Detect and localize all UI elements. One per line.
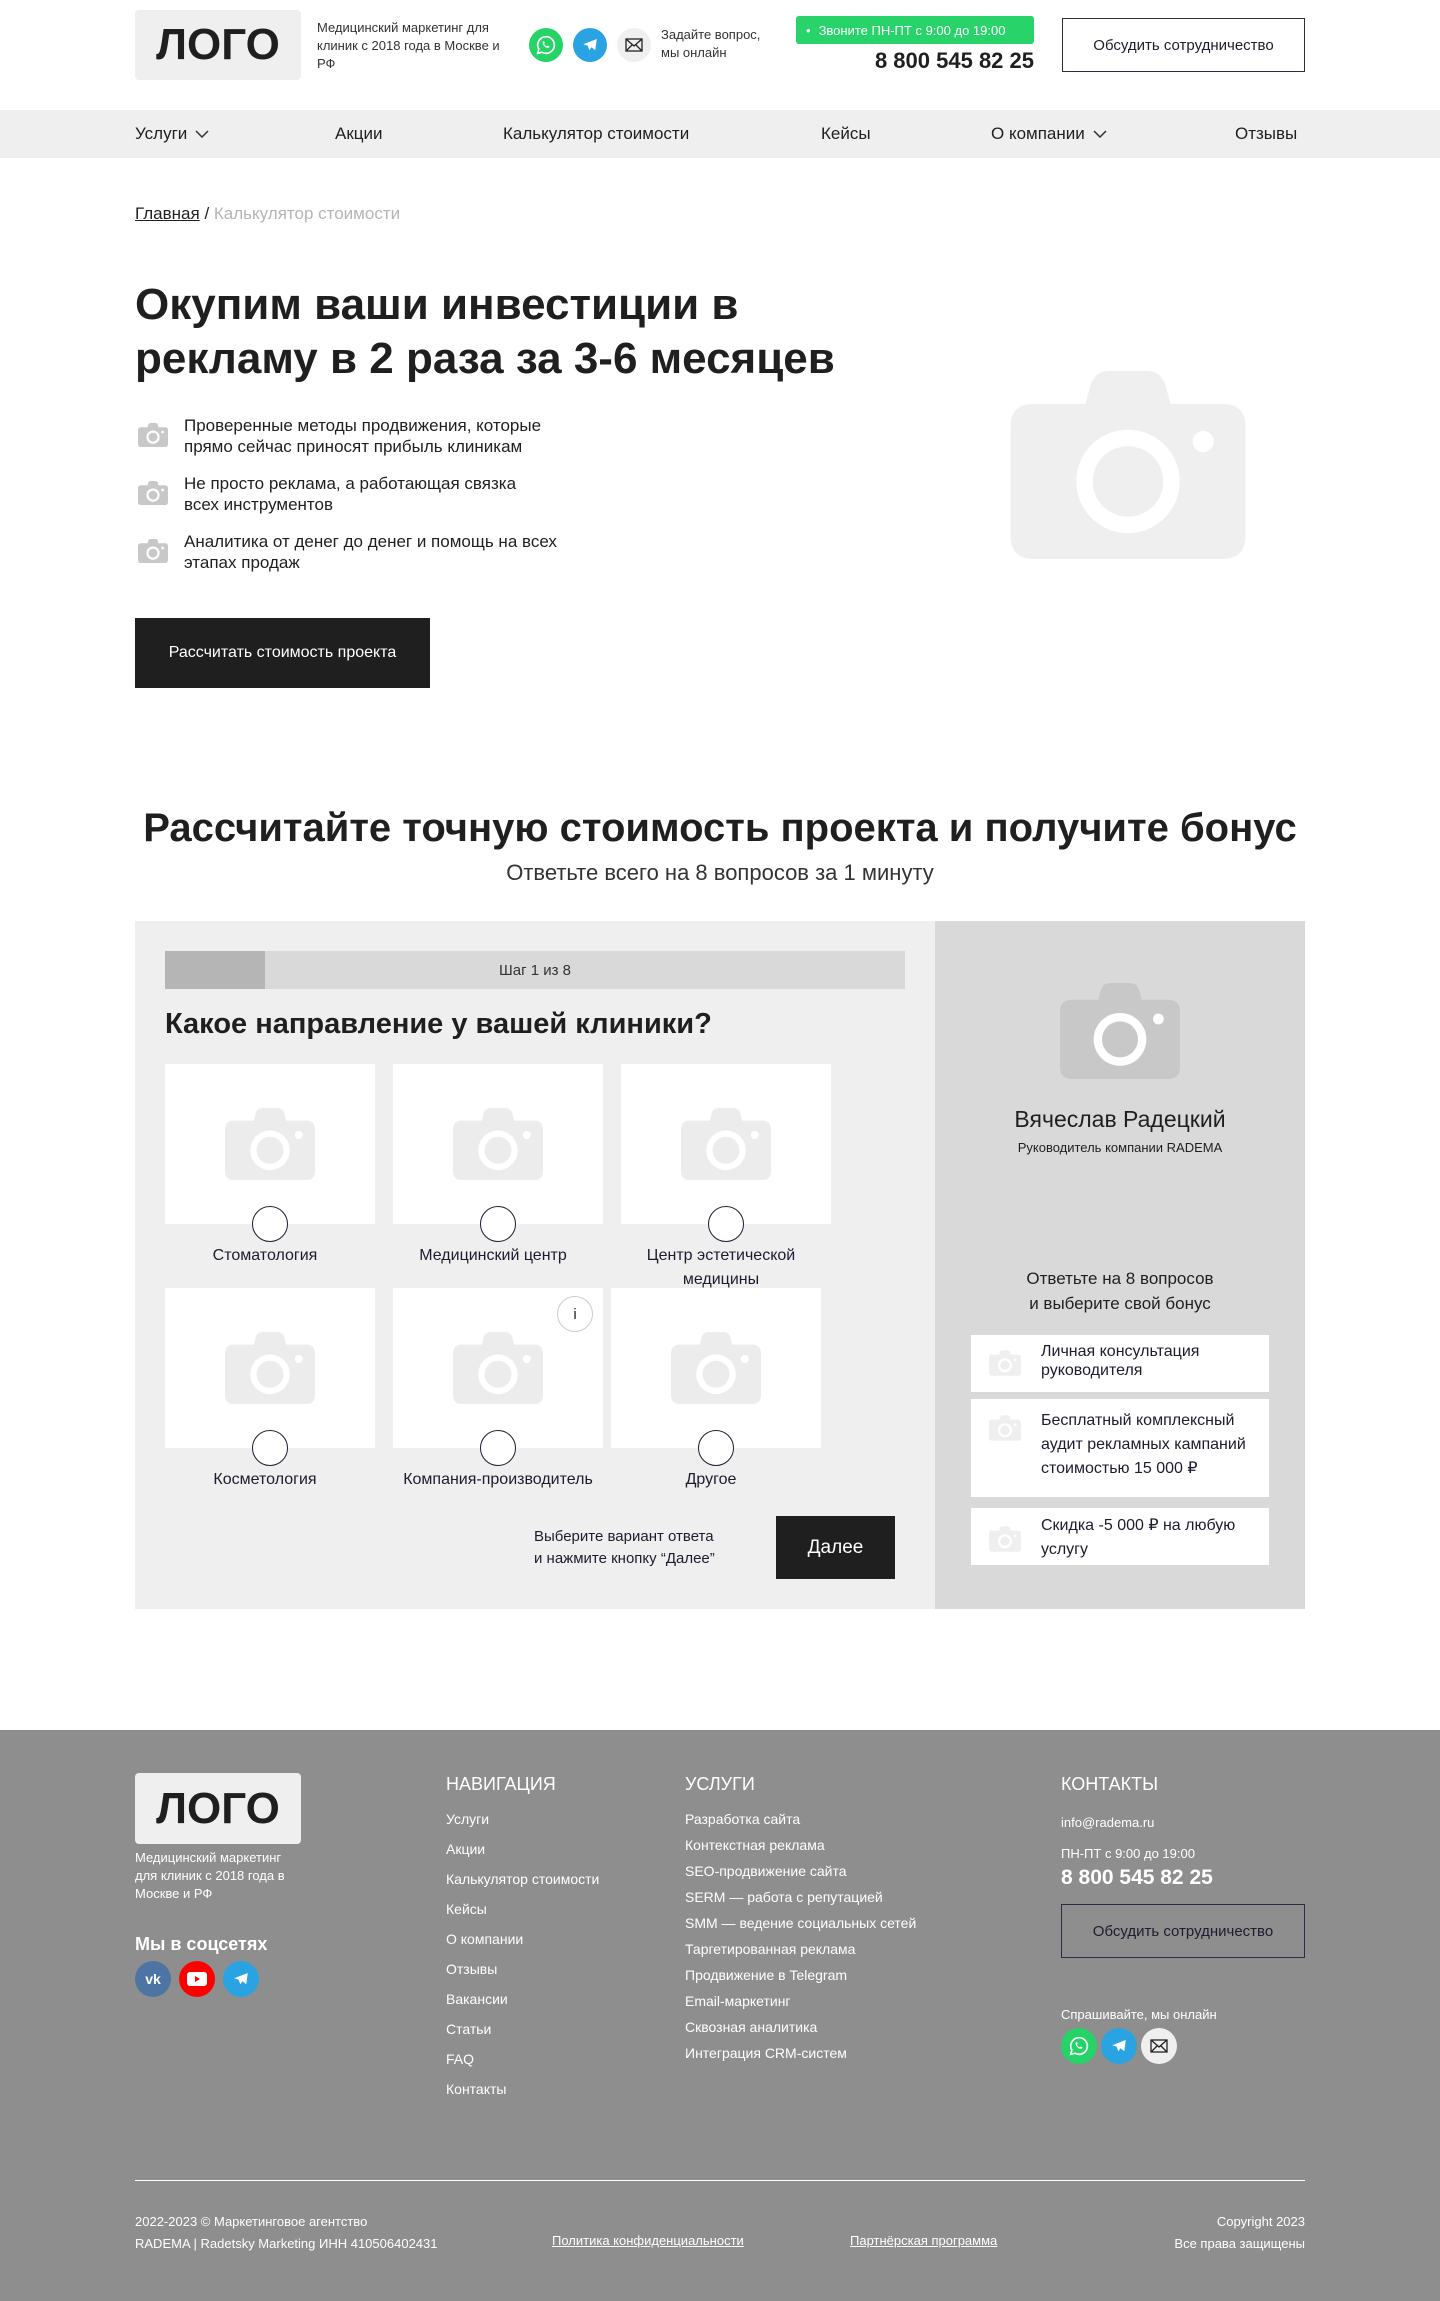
footer-nav-link[interactable]: FAQ bbox=[446, 2051, 475, 2067]
footer-service-link[interactable]: SMM — ведение социальных сетей bbox=[685, 1915, 917, 1931]
mail-icon bbox=[1150, 2039, 1168, 2053]
bonus-text: Личная консультация bbox=[1041, 1343, 1200, 1360]
nav-label: Кейсы bbox=[821, 124, 871, 143]
footer-nav-list bbox=[446, 1804, 599, 2104]
whatsapp-icon bbox=[1069, 2036, 1089, 2056]
tagline-line: для клиник с 2018 года в bbox=[135, 1868, 285, 1883]
manager-photo-placeholder-icon bbox=[1058, 983, 1182, 1079]
ask-question-text bbox=[661, 26, 760, 62]
feature-text: Аналитика от денег до денег и помощь на всех bbox=[184, 532, 557, 551]
call-hours-text: Звоните ПН-ПТ с 9:00 до 19:00 bbox=[818, 22, 1006, 38]
camera-icon bbox=[223, 1108, 317, 1180]
ask-line-1: Задайте вопрос, bbox=[661, 27, 761, 42]
bonus-text: услугу bbox=[1041, 1541, 1088, 1558]
nav-item-about[interactable] bbox=[991, 110, 1107, 158]
option-radio-other[interactable] bbox=[698, 1430, 734, 1466]
footer-hours: ПН-ПТ с 9:00 до 19:00 bbox=[1061, 1846, 1195, 1861]
option-radio-aesthetic-center[interactable] bbox=[708, 1206, 744, 1242]
quiz-hint bbox=[534, 1526, 715, 1570]
footer-service-link[interactable]: Сквозная аналитика bbox=[685, 2019, 818, 2035]
social-title: Мы в соцсетях bbox=[135, 1934, 268, 1954]
nav-item-services[interactable] bbox=[135, 110, 209, 158]
footer-service-link[interactable]: Email-маркетинг bbox=[685, 1993, 791, 2009]
footer-nav-link[interactable]: Отзывы bbox=[446, 1961, 498, 1977]
header-tagline: Медицинский маркетинг для клиник с 2018 года в Москве и РФ bbox=[317, 20, 500, 71]
step-indicator: Шаг 1 из 8 bbox=[498, 961, 571, 979]
calculate-cost-button[interactable]: Рассчитать стоимость проекта bbox=[135, 618, 430, 688]
nav-label: Акции bbox=[335, 124, 383, 143]
bonus-text: аудит рекламных кампаний bbox=[1041, 1436, 1246, 1453]
call-hours-badge bbox=[796, 16, 1034, 44]
option-card-aesthetic-center[interactable] bbox=[621, 1064, 831, 1224]
footer-contacts-title: КОНТАКТЫ bbox=[1061, 1774, 1159, 1794]
rights-line: Все права защищены bbox=[1174, 2236, 1305, 2251]
footer-service-link[interactable]: SEO-продвижение сайта bbox=[685, 1863, 847, 1879]
nav-item-promotions[interactable] bbox=[335, 110, 383, 158]
footer-nav-title: НАВИГАЦИЯ bbox=[446, 1774, 556, 1794]
option-radio-cosmetology[interactable] bbox=[252, 1430, 288, 1466]
next-button[interactable]: Далее bbox=[776, 1516, 895, 1579]
footer-divider bbox=[135, 2180, 1305, 2181]
telegram-button[interactable] bbox=[573, 28, 607, 62]
nav-item-calculator[interactable] bbox=[503, 110, 689, 158]
hero-title-line-1: Окупим ваши инвестиции в bbox=[135, 280, 739, 329]
footer-nav-link[interactable]: Статьи bbox=[446, 2021, 492, 2037]
footer-nav-link[interactable]: О компании bbox=[446, 1931, 524, 1947]
camera-icon bbox=[138, 539, 168, 563]
camera-icon bbox=[451, 1332, 545, 1404]
option-card-cosmetology[interactable] bbox=[165, 1288, 375, 1448]
whatsapp-button[interactable] bbox=[1061, 2028, 1097, 2064]
hero-image-placeholder-icon bbox=[1007, 371, 1249, 559]
breadcrumb-current: Калькулятор стоимости bbox=[213, 204, 401, 223]
chevron-down-icon bbox=[1093, 130, 1107, 138]
feature-text: этапах продаж bbox=[184, 553, 300, 572]
camera-icon bbox=[138, 423, 168, 447]
camera-icon bbox=[138, 481, 168, 505]
footer-services-list bbox=[685, 1806, 916, 2066]
hero-title-line-2: рекламу в 2 раза за 3-6 месяцев bbox=[135, 334, 835, 383]
footer-nav-link[interactable]: Калькулятор стоимости bbox=[446, 1871, 600, 1887]
footer-copyright bbox=[135, 2211, 438, 2255]
camera-icon bbox=[679, 1108, 773, 1180]
email-button[interactable] bbox=[617, 28, 651, 62]
footer-tagline bbox=[135, 1849, 285, 1903]
whatsapp-icon bbox=[536, 35, 556, 55]
breadcrumb-home-link[interactable]: Главная bbox=[135, 204, 200, 223]
nav-label: Калькулятор стоимости bbox=[503, 124, 690, 143]
youtube-icon bbox=[187, 1972, 207, 1986]
copyright-line: RADEMA | Radetsky Marketing ИНН 410506402431 bbox=[135, 2236, 438, 2251]
discuss-cooperation-button[interactable]: Обсудить сотрудничество bbox=[1062, 18, 1305, 72]
chevron-down-icon bbox=[195, 130, 209, 138]
vk-button[interactable] bbox=[135, 1961, 171, 1997]
option-label: Косметология bbox=[213, 1471, 317, 1488]
bonus-option-discount[interactable] bbox=[971, 1508, 1269, 1565]
option-label: Центр эстетической медицины bbox=[646, 1247, 796, 1288]
footer-email[interactable]: info@radema.ru bbox=[1061, 1815, 1155, 1830]
breadcrumb-separator: / bbox=[199, 204, 214, 223]
option-label: Компания-производитель bbox=[403, 1471, 593, 1488]
footer-nav-link[interactable]: Услуги bbox=[446, 1811, 490, 1827]
option-label: Медицинский центр bbox=[419, 1247, 567, 1264]
footer-nav-link[interactable]: Вакансии bbox=[446, 1991, 508, 2007]
mail-icon bbox=[625, 38, 643, 52]
hero-features bbox=[138, 415, 557, 573]
dot-icon: • bbox=[806, 22, 811, 38]
footer-phone[interactable]: 8 800 545 82 25 bbox=[1061, 1866, 1213, 1889]
info-icon[interactable]: i bbox=[557, 1296, 593, 1332]
camera-icon bbox=[989, 1350, 1021, 1376]
footer-rights bbox=[1105, 2211, 1305, 2255]
breadcrumb bbox=[135, 204, 400, 224]
feature-text: Проверенные методы продвижения, которые bbox=[184, 416, 542, 435]
partner-program-link[interactable]: Партнёрская программа bbox=[850, 2233, 998, 2248]
bonus-option-consultation[interactable] bbox=[971, 1335, 1269, 1392]
quiz-section-title: Рассчитайте точную стоимость проекта и получите бонус bbox=[143, 806, 1297, 850]
feature-text: Не просто реклама, а работающая связка bbox=[184, 474, 517, 493]
feature-item bbox=[138, 415, 557, 457]
tagline-line: Медицинский маркетинг bbox=[135, 1850, 282, 1865]
telegram-button[interactable] bbox=[223, 1961, 259, 1997]
option-radio-dentistry[interactable] bbox=[252, 1206, 288, 1242]
quiz-question: Какое направление у вашей клиники? bbox=[165, 1008, 712, 1040]
hero-title bbox=[135, 278, 835, 386]
camera-icon bbox=[223, 1332, 317, 1404]
copyright-line: 2022-2023 © Маркетинговое агентство bbox=[135, 2214, 368, 2229]
vk-icon: vk bbox=[145, 1971, 161, 1987]
camera-icon bbox=[989, 1415, 1021, 1441]
header-phone[interactable]: 8 800 545 82 25 bbox=[874, 48, 1034, 73]
option-label: Другое bbox=[685, 1471, 737, 1488]
bonus-title-line: и выберите свой бонус bbox=[1029, 1294, 1211, 1313]
feature-text: всех инструментов bbox=[184, 495, 333, 514]
bonus-title bbox=[935, 1266, 1305, 1316]
tagline-line: Москве и РФ bbox=[135, 1886, 213, 1901]
progress-bar bbox=[165, 951, 905, 989]
nav-label: О компании bbox=[991, 124, 1085, 143]
hint-line: и нажмите кнопку “Далее” bbox=[534, 1550, 715, 1567]
footer-service-link[interactable]: Таргетированная реклама bbox=[685, 1941, 856, 1957]
telegram-icon bbox=[581, 36, 599, 54]
bonus-option-audit[interactable] bbox=[971, 1399, 1269, 1497]
feature-item bbox=[138, 473, 557, 515]
footer-service-link[interactable]: SERM — работа с репутацией bbox=[685, 1889, 883, 1905]
footer-logo[interactable]: ЛОГО bbox=[135, 1773, 301, 1844]
footer-service-link[interactable]: Контекстная реклама bbox=[685, 1837, 825, 1853]
header-logo[interactable]: ЛОГО bbox=[135, 10, 301, 80]
feature-item bbox=[138, 531, 557, 573]
ask-line-2: мы онлайн bbox=[661, 45, 727, 60]
camera-icon bbox=[451, 1108, 545, 1180]
footer-online-text: Спрашивайте, мы онлайн bbox=[1061, 2007, 1217, 2022]
footer-service-link[interactable]: Разработка сайта bbox=[685, 1811, 801, 1827]
manager-role: Руководитель компании RADEMA bbox=[1017, 1140, 1223, 1155]
nav-label: Отзывы bbox=[1235, 124, 1298, 143]
option-card-medical-center[interactable] bbox=[393, 1064, 603, 1224]
footer-service-link[interactable]: Интеграция CRM-систем bbox=[685, 2045, 847, 2061]
bonus-title-line: Ответьте на 8 вопросов bbox=[1026, 1269, 1214, 1288]
feature-text: прямо сейчас приносят прибыль клиникам bbox=[184, 437, 523, 456]
option-card-dentistry[interactable] bbox=[165, 1064, 375, 1224]
manager-name: Вячеслав Радецкий bbox=[1014, 1106, 1226, 1132]
footer-discuss-cooperation-button[interactable]: Обсудить сотрудничество bbox=[1061, 1904, 1305, 1958]
rights-line: Copyright 2023 bbox=[1216, 2214, 1305, 2229]
option-card-other[interactable] bbox=[611, 1288, 821, 1448]
nav-item-reviews[interactable] bbox=[1235, 110, 1297, 158]
option-radio-medical-center[interactable] bbox=[480, 1206, 516, 1242]
main-nav bbox=[0, 110, 1440, 158]
footer-service-link[interactable]: Продвижение в Telegram bbox=[685, 1967, 848, 1983]
bonus-text: Скидка -5 000 ₽ на любую bbox=[1041, 1517, 1236, 1534]
bonus-text: стоимостью 15 000 ₽ bbox=[1041, 1460, 1198, 1477]
telegram-button[interactable] bbox=[1101, 2028, 1137, 2064]
whatsapp-button[interactable] bbox=[529, 28, 563, 62]
youtube-button[interactable] bbox=[179, 1961, 215, 1997]
hint-line: Выберите вариант ответа bbox=[534, 1528, 714, 1545]
footer-nav-link[interactable]: Контакты bbox=[446, 2081, 507, 2097]
camera-icon bbox=[669, 1332, 763, 1404]
footer-nav-link[interactable]: Кейсы bbox=[446, 1901, 487, 1917]
privacy-policy-link[interactable]: Политика конфиденциальности bbox=[552, 2233, 744, 2248]
nav-label: Услуги bbox=[135, 124, 188, 143]
quiz-section-subtitle: Ответьте всего на 8 вопросов за 1 минуту bbox=[506, 860, 934, 885]
option-label: Стоматология bbox=[212, 1247, 318, 1264]
nav-item-cases[interactable] bbox=[821, 110, 871, 158]
email-button[interactable] bbox=[1141, 2028, 1177, 2064]
bonus-text: руководителя bbox=[1041, 1362, 1143, 1379]
option-radio-manufacturer[interactable] bbox=[480, 1430, 516, 1466]
telegram-icon bbox=[232, 1970, 250, 1988]
telegram-icon bbox=[1110, 2037, 1128, 2055]
footer-nav-link[interactable]: Акции bbox=[446, 1841, 486, 1857]
footer-services-title: УСЛУГИ bbox=[685, 1774, 755, 1794]
camera-icon bbox=[989, 1526, 1021, 1552]
bonus-text: Бесплатный комплексный bbox=[1041, 1412, 1235, 1429]
